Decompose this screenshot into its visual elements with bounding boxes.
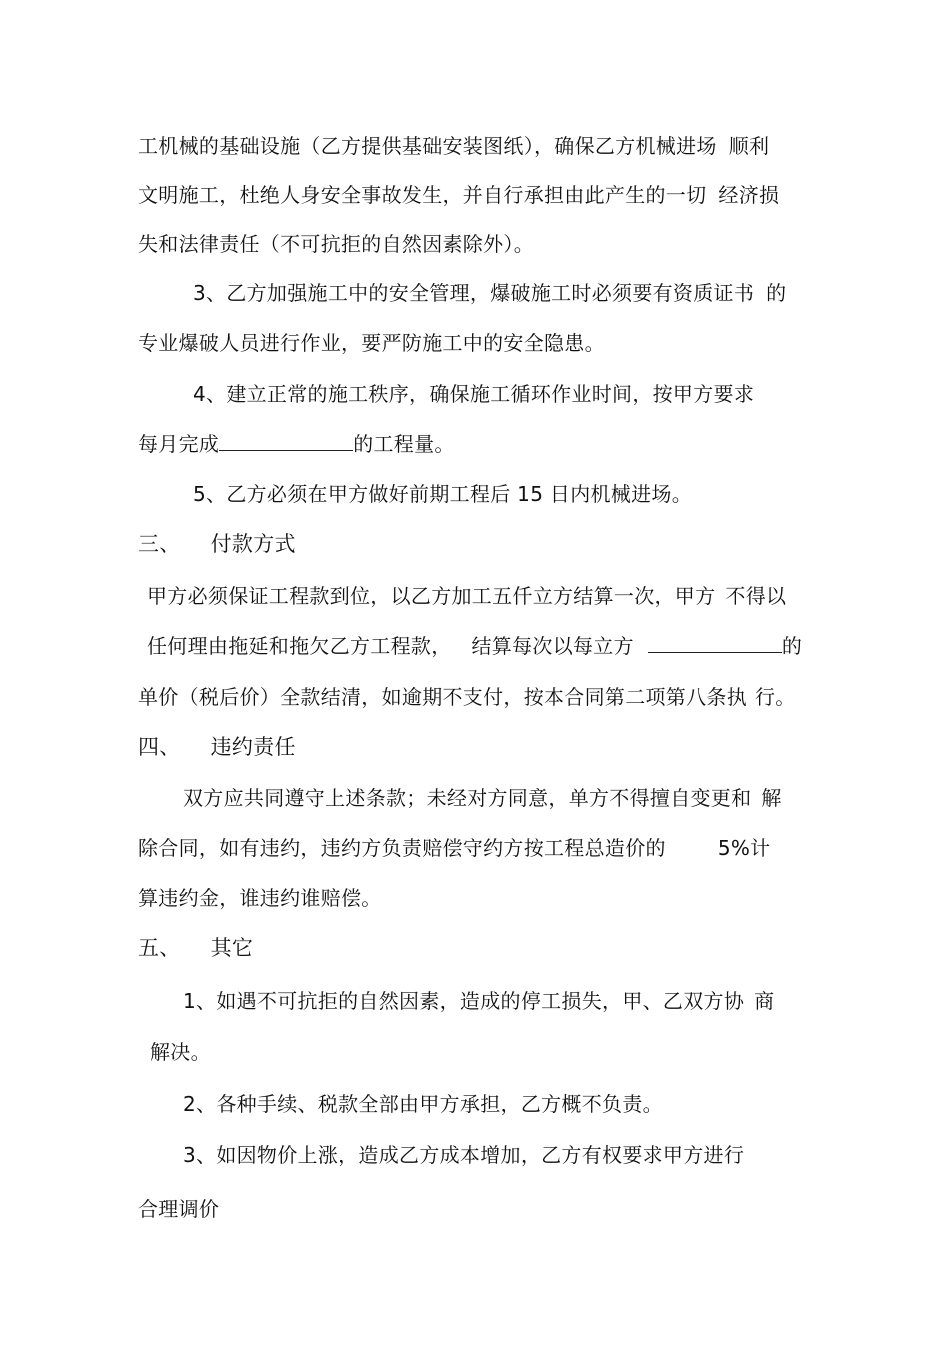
clause-4: [193, 382, 754, 406]
text: 除合同，如有违约，违约方负责赔偿守约方按工程总造价的: [138, 836, 666, 860]
section-title: 付款方式: [210, 532, 296, 556]
text: 1、如遇不可抗拒的自然因素，造成的停工损失，甲、乙双方协: [183, 989, 745, 1013]
text: 行。: [755, 685, 796, 709]
paragraph-line: [147, 584, 786, 608]
section-title: 违约责任: [210, 735, 296, 759]
section-heading-3: [138, 532, 296, 556]
paragraph-line: [138, 331, 605, 355]
text: 的工程量。: [353, 432, 455, 456]
text: 5%计: [717, 836, 771, 860]
section-number: 四、: [138, 735, 181, 759]
text: 解决。: [150, 1040, 211, 1064]
section-number: 三、: [138, 532, 181, 556]
paragraph-line: [147, 634, 802, 658]
blank-field: [219, 432, 353, 451]
text: 4、建立正常的施工秩序，确保施工循环作业时间，按甲方要求: [193, 382, 755, 406]
text: 甲方必须保证工程款到位，以乙方加工五仟立方结算一次，甲方: [147, 584, 716, 608]
text: 3、乙方加强施工中的安全管理，爆破施工时必须要有资质证书: [193, 281, 755, 305]
section-heading-5: [138, 936, 253, 960]
paragraph-line: [138, 685, 796, 709]
text: 商: [754, 989, 775, 1013]
text: 解: [761, 786, 782, 810]
text: 工机械的基础设施（乙方提供基础安装图纸），确保乙方机械进场: [138, 134, 717, 158]
text: 结算每次以每立方: [471, 634, 634, 658]
text: 双方应共同遵守上述条款；未经对方同意，单方不得擅自变更和: [183, 786, 752, 810]
paragraph-line: [183, 786, 782, 810]
paragraph-line: [138, 886, 382, 910]
clause-5: [193, 482, 692, 506]
clause-1: [183, 989, 774, 1013]
text: 文明施工，杜绝人身安全事故发生，并自行承担由此产生的一切: [138, 183, 707, 207]
paragraph-line: [138, 134, 769, 158]
text: 2、各种手续、税款全部由甲方承担，乙方概不负责。: [183, 1092, 663, 1116]
paragraph-line: [138, 1197, 219, 1221]
text: 5、乙方必须在甲方做好前期工程后 15 日内机械进场。: [193, 482, 692, 506]
paragraph-line: [138, 183, 779, 207]
section-heading-4: [138, 735, 296, 759]
paragraph-line: [138, 432, 455, 456]
text: 的: [781, 634, 803, 658]
text: 合理调价: [138, 1197, 220, 1221]
clause-3: [193, 281, 786, 305]
text: 不得以: [725, 584, 787, 608]
blank-field: [648, 634, 782, 653]
paragraph-line: [138, 232, 534, 256]
text: 单价（税后价）全款结清，如逾期不支付，按本合同第二项第八条执: [138, 685, 747, 709]
paragraph-line: [138, 836, 770, 860]
text: 算违约金，谁违约谁赔偿。: [138, 886, 382, 910]
text: 每月完成: [138, 432, 220, 456]
clause-2: [183, 1092, 663, 1116]
clause-3-other: [183, 1143, 744, 1167]
section-number: 五、: [138, 936, 181, 960]
text: 专业爆破人员进行作业，要严防施工中的安全隐患。: [138, 331, 605, 355]
paragraph-line: [150, 1040, 211, 1064]
section-title: 其它: [210, 936, 254, 960]
text: 经济损: [718, 183, 780, 207]
text: 的: [766, 281, 787, 305]
text: 失和法律责任（不可抗拒的自然因素除外）。: [138, 232, 534, 256]
text: 3、如因物价上涨，造成乙方成本增加，乙方有权要求甲方进行: [183, 1143, 745, 1167]
text: 顺利: [728, 134, 770, 158]
text: 任何理由拖延和拖欠乙方工程款，: [147, 634, 452, 658]
